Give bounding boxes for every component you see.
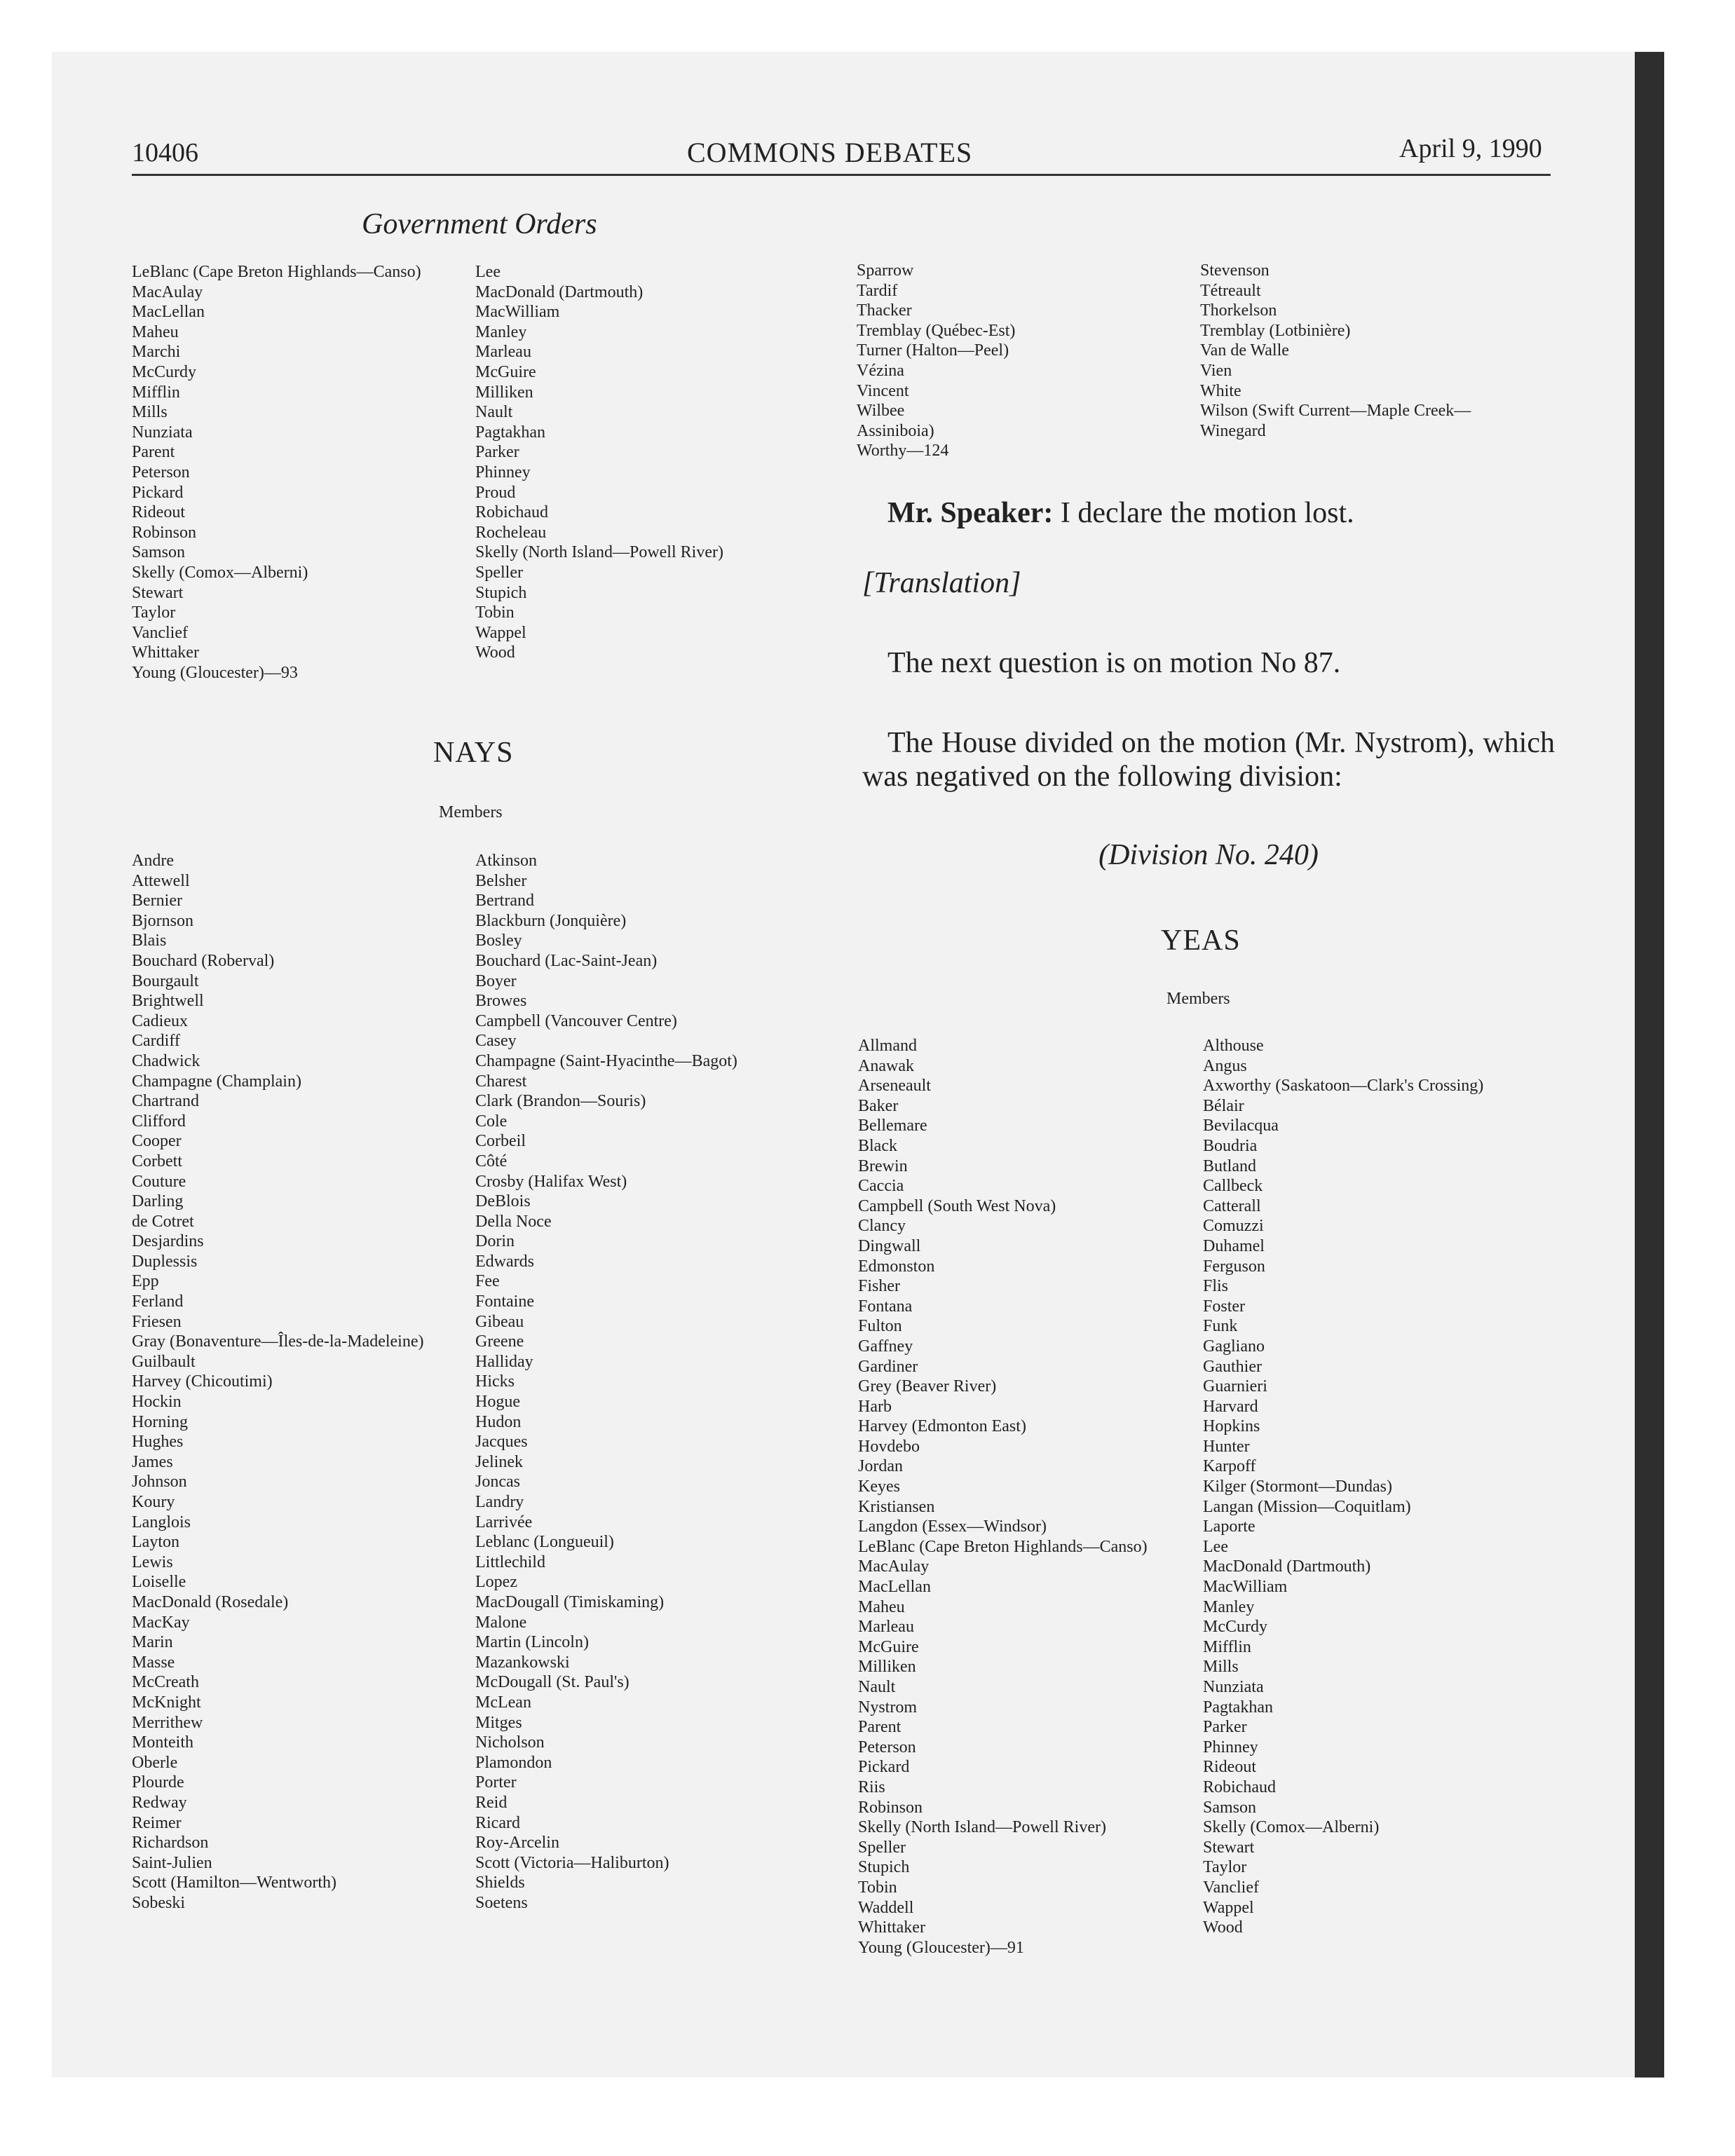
member-name: Pickard: [132, 483, 184, 502]
member-name: Wilbee: [857, 402, 905, 421]
member-name: Monteith: [132, 1733, 193, 1752]
yeas-members-label: Members: [1166, 990, 1230, 1008]
member-name: Althouse: [1203, 1037, 1264, 1055]
member-name: Wood: [475, 643, 515, 662]
member-name: Guilbault: [132, 1352, 196, 1371]
next-question-text: The next question is on motion No 87.: [887, 647, 1341, 679]
member-name: McDougall (St. Paul's): [475, 1673, 630, 1692]
member-name: Littlechild: [475, 1553, 545, 1571]
member-name: Corbeil: [475, 1132, 526, 1151]
member-name: Riis: [858, 1778, 885, 1796]
member-name: Tobin: [858, 1878, 897, 1897]
yeas-column-2: [1203, 1036, 1483, 1938]
member-name: Richardson: [132, 1834, 209, 1853]
member-name: Darling: [132, 1192, 184, 1211]
member-name: Karpoff: [1203, 1457, 1256, 1476]
member-name: Tremblay (Lotbinière): [1200, 321, 1351, 340]
member-name: Fontaine: [475, 1292, 534, 1311]
member-name: Vanclief: [132, 623, 188, 642]
member-name: Gagliano: [1203, 1337, 1265, 1356]
member-name: Fulton: [858, 1317, 902, 1336]
member-name: Pagtakhan: [1203, 1698, 1273, 1717]
member-name: Comuzzi: [1203, 1217, 1264, 1236]
member-name: Sparrow: [857, 261, 914, 280]
member-name: Winegard: [1200, 421, 1266, 440]
member-name: Funk: [1203, 1317, 1238, 1336]
speaker-statement: [862, 496, 1555, 530]
member-name: Axworthy (Saskatoon—Clark's Crossing): [1203, 1077, 1484, 1096]
member-name: LeBlanc (Cape Breton Highlands—Canso): [858, 1537, 1148, 1556]
member-name: Boudria: [1203, 1136, 1258, 1155]
member-name: Reid: [475, 1793, 508, 1812]
member-name: Clark (Brandon—Souris): [475, 1092, 646, 1111]
member-name: McGuire: [475, 362, 536, 381]
member-name: Gardiner: [858, 1357, 918, 1376]
member-name: Halliday: [475, 1352, 533, 1371]
member-name: Redway: [132, 1793, 187, 1812]
member-name: Robichaud: [1203, 1778, 1276, 1796]
member-name: Langlois: [132, 1513, 191, 1531]
member-name: Hudon: [475, 1412, 522, 1431]
member-name: Bouchard (Lac-Saint-Jean): [475, 951, 658, 970]
member-name: Parker: [1203, 1718, 1247, 1737]
speaker-name: Mr. Speaker:: [887, 497, 1054, 529]
nays-cont-column-1: [857, 261, 1015, 461]
member-name: Anawak: [858, 1056, 914, 1075]
member-name: MacDonald (Dartmouth): [1203, 1557, 1371, 1576]
member-name: Harvard: [1203, 1397, 1258, 1416]
member-name: Skelly (Comox—Alberni): [1203, 1818, 1380, 1837]
member-name: Stewart: [132, 583, 184, 602]
member-name: Bosley: [475, 932, 522, 950]
member-name: Hogue: [475, 1393, 520, 1412]
member-name: McCurdy: [1203, 1618, 1267, 1637]
member-name: Jordan: [858, 1457, 903, 1476]
member-name: Speller: [475, 563, 523, 582]
member-name: Langdon (Essex—Windsor): [858, 1517, 1047, 1536]
member-name: Catterall: [1203, 1196, 1261, 1215]
member-name: Brightwell: [132, 992, 204, 1011]
member-name: Stewart: [1203, 1838, 1255, 1857]
member-name: Hovdebo: [858, 1437, 920, 1456]
member-name: Saint-Julien: [132, 1853, 212, 1872]
member-name: Kristiansen: [858, 1497, 935, 1516]
member-name: Wappel: [475, 623, 526, 642]
member-name: Ferguson: [1203, 1257, 1265, 1276]
member-name: Joncas: [475, 1473, 520, 1492]
member-name: Harvey (Chicoutimi): [132, 1372, 273, 1391]
member-name: Porter: [475, 1773, 517, 1792]
member-name: Merrithew: [132, 1713, 203, 1732]
member-name: LeBlanc (Cape Breton Highlands—Canso): [132, 263, 421, 281]
division-number: (Division No. 240): [1098, 839, 1319, 871]
member-name: Stupich: [475, 583, 527, 602]
yeas-column-1: [858, 1036, 1148, 1958]
member-name: Hockin: [132, 1393, 182, 1412]
member-name: Boyer: [475, 971, 517, 990]
nays-members-label: Members: [439, 803, 503, 821]
member-name: Maheu: [858, 1597, 905, 1616]
member-name: Leblanc (Longueuil): [475, 1533, 614, 1552]
member-name: Malone: [475, 1613, 527, 1632]
member-name: Manley: [475, 322, 527, 341]
member-name: Thacker: [857, 301, 912, 320]
member-name: Keyes: [858, 1478, 900, 1496]
member-name: Whittaker: [132, 643, 199, 662]
member-name: Charest: [475, 1072, 527, 1091]
member-name: McGuire: [858, 1637, 919, 1656]
publication-date: April 9, 1990: [1399, 134, 1542, 163]
nays-column-2: [475, 851, 737, 1913]
prev-yeas-column-1: [132, 262, 421, 683]
member-name: Skelly (North Island—Powell River): [475, 543, 723, 562]
member-name: Mifflin: [132, 383, 180, 402]
member-name: Parent: [858, 1718, 901, 1737]
member-name: Loiselle: [132, 1573, 186, 1592]
member-name: Foster: [1203, 1297, 1245, 1316]
member-name: Robinson: [858, 1798, 923, 1817]
member-name: Hughes: [132, 1433, 184, 1452]
member-name: Larrivée: [475, 1513, 533, 1531]
member-name: McCreath: [132, 1673, 199, 1692]
member-name: Campbell (South West Nova): [858, 1196, 1056, 1215]
member-name: Gibeau: [475, 1312, 524, 1331]
member-name: Rocheleau: [475, 523, 547, 542]
member-name: Wilson (Swift Current—Maple Creek—: [1200, 402, 1471, 421]
member-name: Wappel: [1203, 1898, 1254, 1917]
member-name: Chartrand: [132, 1092, 199, 1111]
member-name: DeBlois: [475, 1192, 531, 1211]
member-name: Robinson: [132, 523, 197, 542]
member-name: Nunziata: [1203, 1678, 1264, 1696]
yeas-heading: YEAS: [1161, 925, 1241, 957]
member-name: Langan (Mission—Coquitlam): [1203, 1497, 1411, 1516]
member-name: White: [1200, 381, 1241, 400]
member-name: Layton: [132, 1533, 179, 1552]
page-number: 10406: [132, 138, 198, 168]
member-name: Attewell: [132, 871, 190, 890]
member-name: Flis: [1203, 1277, 1229, 1296]
member-name: Tétreault: [1200, 281, 1261, 300]
member-name: Arseneault: [858, 1077, 931, 1096]
member-name: Tardif: [857, 281, 898, 300]
translation-marker: [Translation]: [862, 567, 1021, 599]
member-name: Laporte: [1203, 1517, 1256, 1536]
member-name: Corbett: [132, 1152, 182, 1171]
member-name: Gaffney: [858, 1337, 913, 1356]
member-name: Caccia: [858, 1177, 904, 1196]
member-name: Mazankowski: [475, 1653, 570, 1672]
publication-title: COMMONS DEBATES: [687, 137, 973, 168]
member-name: Nystrom: [858, 1698, 917, 1717]
member-name: Andre: [132, 852, 174, 870]
member-name: McKnight: [132, 1693, 201, 1712]
nays-heading: NAYS: [433, 737, 514, 769]
member-name: Della Noce: [475, 1212, 552, 1231]
member-name: Sobeski: [132, 1893, 186, 1912]
member-name: James: [132, 1452, 173, 1471]
member-name: Milliken: [858, 1658, 916, 1677]
member-name: MacAulay: [858, 1557, 930, 1576]
member-name: Fee: [475, 1272, 500, 1291]
member-name: Champagne (Saint-Hyacinthe—Bagot): [475, 1051, 737, 1070]
member-name: Worthy—124: [857, 442, 949, 460]
member-name: Scott (Hamilton—Wentworth): [132, 1874, 337, 1892]
member-name: Crosby (Halifax West): [475, 1172, 627, 1191]
member-name: Bjornson: [132, 911, 194, 930]
member-name: Landry: [475, 1493, 524, 1511]
member-name: Epp: [132, 1272, 159, 1291]
header-rule: [132, 174, 1551, 176]
member-name: Ricard: [475, 1813, 520, 1832]
member-name: Bellemare: [858, 1117, 927, 1135]
member-name: Gauthier: [1203, 1357, 1262, 1376]
member-name: Phinney: [475, 463, 531, 482]
member-name: Milliken: [475, 383, 533, 402]
member-name: Cooper: [132, 1132, 182, 1151]
member-name: Stupich: [858, 1858, 910, 1877]
member-name: Robichaud: [475, 503, 548, 522]
member-name: de Cotret: [132, 1212, 194, 1231]
member-name: Tobin: [475, 603, 515, 622]
member-name: Bélair: [1203, 1096, 1244, 1115]
member-name: Guarnieri: [1203, 1377, 1267, 1396]
nays-cont-column-2: [1200, 261, 1471, 441]
member-name: MacDonald (Rosedale): [132, 1592, 289, 1611]
member-name: MacDonald (Dartmouth): [475, 282, 644, 301]
member-name: Vien: [1200, 361, 1232, 380]
member-name: Jacques: [475, 1433, 528, 1452]
member-name: Mitges: [475, 1713, 522, 1732]
member-name: Martin (Lincoln): [475, 1633, 589, 1652]
member-name: Bouchard (Roberval): [132, 951, 275, 970]
member-name: Oberle: [132, 1753, 178, 1772]
member-name: Vézina: [857, 361, 904, 380]
member-name: Cole: [475, 1112, 508, 1131]
member-name: Wood: [1203, 1918, 1243, 1937]
member-name: Desjardins: [132, 1232, 204, 1251]
member-name: Thorkelson: [1200, 301, 1277, 320]
member-name: Lee: [1203, 1537, 1228, 1556]
member-name: Duplessis: [132, 1252, 198, 1271]
member-name: Edmonston: [858, 1257, 935, 1276]
member-name: Assiniboia): [857, 421, 934, 440]
member-name: Côté: [475, 1152, 508, 1171]
member-name: Young (Gloucester)—93: [132, 663, 298, 682]
member-name: Mills: [1203, 1658, 1239, 1677]
member-name: Baker: [858, 1096, 899, 1115]
member-name: Jelinek: [475, 1452, 523, 1471]
member-name: Cardiff: [132, 1032, 180, 1051]
member-name: Brewin: [858, 1157, 908, 1175]
member-name: Parker: [475, 443, 519, 462]
member-name: MacDougall (Timiskaming): [475, 1592, 665, 1611]
member-name: Champagne (Champlain): [132, 1072, 301, 1091]
member-name: Fisher: [858, 1277, 900, 1296]
member-name: Nault: [475, 403, 513, 422]
member-name: Koury: [132, 1493, 175, 1511]
member-name: Mills: [132, 403, 168, 422]
member-name: Tremblay (Québec-Est): [857, 321, 1016, 340]
member-name: Clancy: [858, 1217, 906, 1236]
member-name: Duhamel: [1203, 1236, 1265, 1255]
member-name: Shields: [475, 1874, 525, 1892]
member-name: Skelly (North Island—Powell River): [858, 1818, 1106, 1837]
member-name: Whittaker: [858, 1918, 925, 1937]
member-name: Plamondon: [475, 1753, 552, 1772]
member-name: Turner (Halton—Peel): [857, 341, 1009, 360]
member-name: Reimer: [132, 1813, 182, 1832]
member-name: Black: [858, 1136, 897, 1155]
member-name: Blackburn (Jonquière): [475, 911, 627, 930]
member-name: Taylor: [132, 603, 176, 622]
member-name: Peterson: [858, 1738, 916, 1756]
member-name: Vanclief: [1203, 1878, 1259, 1897]
member-name: Rideout: [132, 503, 185, 522]
member-name: Campbell (Vancouver Centre): [475, 1011, 677, 1030]
member-name: Marin: [132, 1633, 173, 1652]
member-name: Fontana: [858, 1297, 913, 1316]
section-title: Government Orders: [362, 208, 597, 240]
member-name: Allmand: [858, 1037, 917, 1055]
member-name: Bertrand: [475, 892, 534, 910]
member-name: Plourde: [132, 1773, 184, 1792]
member-name: MacAulay: [132, 282, 203, 301]
speaker-text: I declare the motion lost.: [1060, 497, 1354, 529]
member-name: Atkinson: [475, 852, 538, 870]
member-name: Taylor: [1203, 1858, 1247, 1877]
member-name: Belsher: [475, 871, 527, 890]
member-name: Harvey (Edmonton East): [858, 1417, 1026, 1436]
member-name: MacLellan: [858, 1578, 931, 1597]
member-name: McLean: [475, 1693, 531, 1712]
division-description: The House divided on the motion (Mr. Nystrom), which was negatived on the following division:: [862, 727, 1555, 793]
member-name: Dorin: [475, 1232, 515, 1251]
member-name: Lee: [475, 263, 501, 281]
member-name: Butland: [1203, 1157, 1256, 1175]
member-name: MacLellan: [132, 303, 205, 322]
member-name: Bernier: [132, 892, 182, 910]
member-name: Ferland: [132, 1292, 184, 1311]
member-name: MacWilliam: [475, 303, 560, 322]
member-name: McCurdy: [132, 362, 196, 381]
member-name: Johnson: [132, 1473, 187, 1492]
prev-yeas-column-2: [475, 262, 723, 663]
member-name: Manley: [1203, 1597, 1255, 1616]
member-name: Stevenson: [1200, 261, 1270, 280]
member-name: Hunter: [1203, 1437, 1250, 1456]
member-name: Soetens: [475, 1893, 528, 1912]
member-name: Young (Gloucester)—91: [858, 1938, 1024, 1957]
member-name: Samson: [132, 543, 186, 562]
member-name: Scott (Victoria—Haliburton): [475, 1853, 669, 1872]
member-name: Van de Walle: [1200, 341, 1289, 360]
member-name: Samson: [1203, 1798, 1257, 1817]
member-name: Waddell: [858, 1898, 914, 1917]
member-name: MacKay: [132, 1613, 190, 1632]
member-name: Bevilacqua: [1203, 1117, 1279, 1135]
member-name: Speller: [858, 1838, 906, 1857]
member-name: Browes: [475, 992, 527, 1011]
member-name: Harb: [858, 1397, 892, 1416]
member-name: Blais: [132, 932, 167, 950]
member-name: Gray (Bonaventure—Îles-de-la-Madeleine): [132, 1332, 424, 1351]
member-name: Couture: [132, 1172, 186, 1191]
member-name: Vincent: [857, 381, 909, 400]
member-name: Skelly (Comox—Alberni): [132, 563, 308, 582]
member-name: Rideout: [1203, 1758, 1256, 1777]
nays-column-1: [132, 851, 423, 1913]
member-name: Roy-Arcelin: [475, 1834, 559, 1853]
member-name: Nunziata: [132, 423, 193, 442]
member-name: Marchi: [132, 343, 181, 362]
member-name: Kilger (Stormont—Dundas): [1203, 1478, 1392, 1496]
member-name: Peterson: [132, 463, 190, 482]
member-name: Masse: [132, 1653, 175, 1672]
member-name: Hicks: [475, 1372, 515, 1391]
member-name: Nault: [858, 1678, 896, 1696]
member-name: Dingwall: [858, 1236, 921, 1255]
member-name: Lopez: [475, 1573, 517, 1592]
member-name: Proud: [475, 483, 516, 502]
member-name: Phinney: [1203, 1738, 1258, 1756]
member-name: Marleau: [475, 343, 531, 362]
member-name: Chadwick: [132, 1051, 200, 1070]
member-name: Casey: [475, 1032, 517, 1051]
member-name: Mifflin: [1203, 1637, 1251, 1656]
member-name: Clifford: [132, 1112, 186, 1131]
member-name: Pickard: [858, 1758, 910, 1777]
member-name: Lewis: [132, 1553, 173, 1571]
member-name: Cadieux: [132, 1011, 188, 1030]
member-name: Pagtakhan: [475, 423, 545, 442]
member-name: Hopkins: [1203, 1417, 1260, 1436]
member-name: Angus: [1203, 1056, 1247, 1075]
member-name: Parent: [132, 443, 175, 462]
member-name: MacWilliam: [1203, 1578, 1288, 1597]
member-name: Nicholson: [475, 1733, 545, 1752]
member-name: Friesen: [132, 1312, 182, 1331]
member-name: Marleau: [858, 1618, 914, 1637]
scan-edge-bar: [1635, 52, 1664, 2077]
member-name: Bourgault: [132, 971, 199, 990]
member-name: Edwards: [475, 1252, 534, 1271]
member-name: Greene: [475, 1332, 524, 1351]
member-name: Callbeck: [1203, 1177, 1263, 1196]
member-name: Horning: [132, 1412, 188, 1431]
member-name: Maheu: [132, 322, 179, 341]
member-name: Grey (Beaver River): [858, 1377, 997, 1396]
